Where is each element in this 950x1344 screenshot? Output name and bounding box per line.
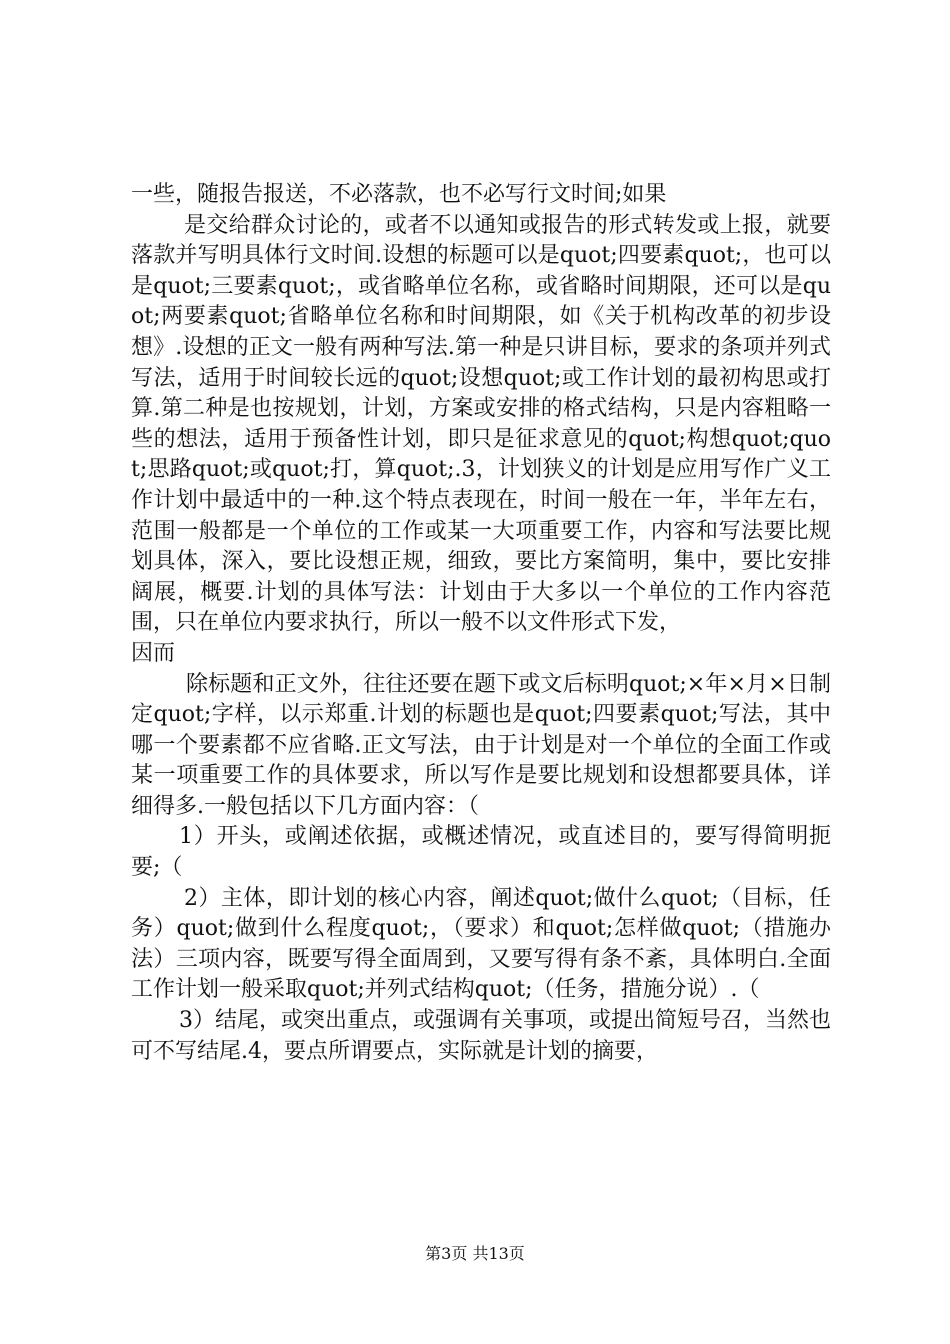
paragraph-2: 是交给群众讨论的，或者不以通知或报告的形式转发或上报，就要落款并写明具体行文时间.设想的标题可以是quot;四要素quot;，也可以是quot;三要素quot;，或省略单位名称，或省略时间期限，还可以是quot;两要素quot;省略单位名称和时间期限，如《关于机构改革的初步设想》.设想的正文一般有两种写法.第一种是只讲目标，要求的条项并列式写法，适用于时间较长远的quot;设想quot;或工作计划的最初构思或打算.第二种是也按规划，计划，方案或安排的格式结构，只是内容粗略一些的想法，适用于预备性计划，即只是征求意见的quot;构想quot;quot;思路quot;或quot;打，算quot;.3，计划狭义的计划是应用写作广义工作计划中最适中的一种.这个特点表现在，时间一般在一年，半年左右，范围一般都是一个单位的工作或某一大项重要工作，内容和写法要比规划具体，深入，要比设想正规，细致，要比方案简明，集中，要比安排阔展，概要.计划的具体写法：计划由于大多以一个单位的工作内容范围，只在单位内要求执行，所以一般不以文件形式下发， xyxy=(131,212,831,636)
paragraph-7: 3）结尾，或突出重点，或强调有关事项，或提出简短号召，当然也可不写结尾.4，要点所谓要点，实际就是计划的摘要， xyxy=(131,1008,831,1064)
paragraph-1: 一些，随报告报送，不必落款，也不必写行文时间;如果 xyxy=(131,182,667,207)
paragraph-6: 2）主体，即计划的核心内容，阐述quot;做什么quot;（目标，任务）quot;做到什么程度quot;，（要求）和quot;怎样做quot;（措施办法）三项内容，既要写得全面周到，又要写得有条不紊，具体明白.全面工作计划一般采取quot;并列式结构quot;（任务，措施分说）.（ xyxy=(131,885,831,1003)
page-number-footer: 第3页 共13页 xyxy=(425,1244,525,1263)
paragraph-3: 因而 xyxy=(131,640,176,666)
paragraph-5: 1）开头，或阐述依据，或概述情况，或直述目的，要写得简明扼要;（ xyxy=(131,824,831,881)
document-body xyxy=(131,180,831,1067)
paragraph-4: 除标题和正文外，往往还要在题下或文后标明quot;×年×月×日制定quot;字样，以示郑重.计划的标题也是quot;四要素quot;写法，其中哪一个要素都不应省略.正文写法，由于计划是对一个单位的全面工作或某一项重要工作的具体要求，所以写作是要比规划和设想都要具体，详细得多.一般包括以下几方面内容：（ xyxy=(131,671,831,819)
